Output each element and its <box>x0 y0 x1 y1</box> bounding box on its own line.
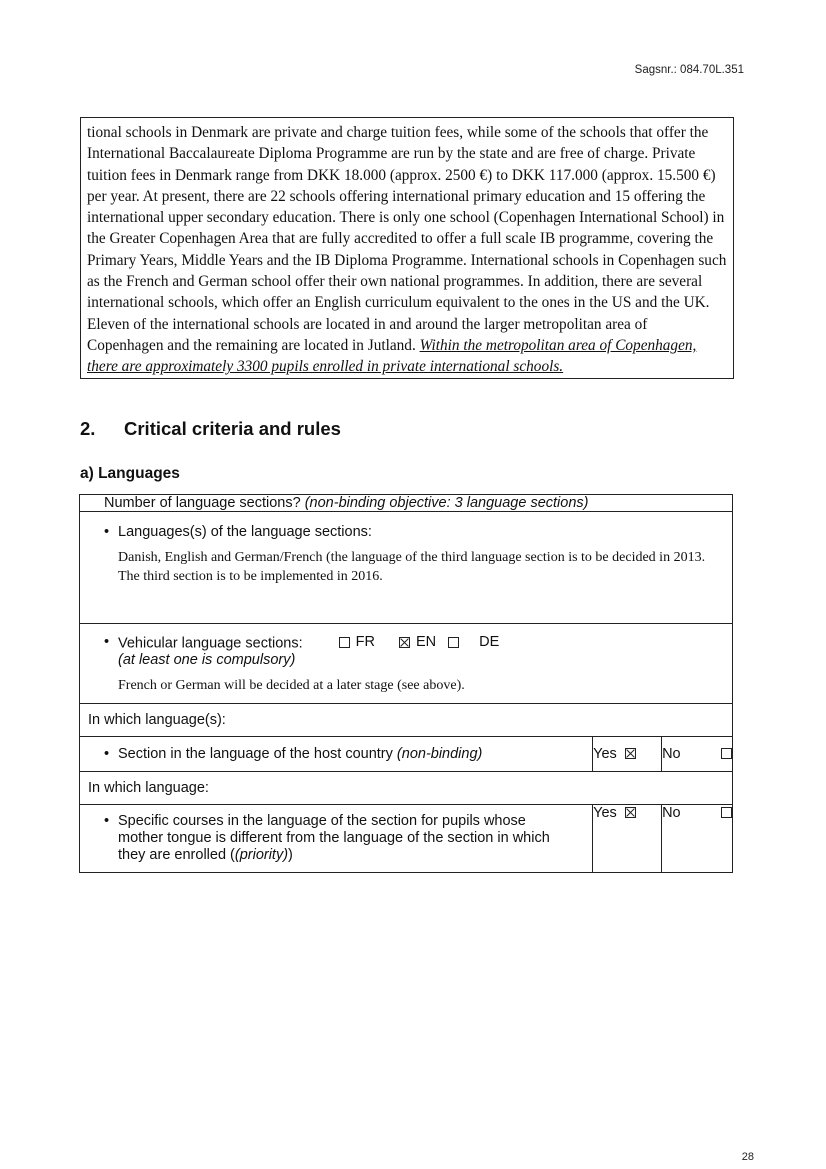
vehicular-row <box>80 624 733 704</box>
languages-table <box>79 494 733 873</box>
specific-courses-row: • Specific courses in the language of the section for pupils whose mother tongue is different from the language of the section in which they are enrolled ((priority)) <box>80 804 593 872</box>
host-yes-checkbox[interactable] <box>625 748 636 759</box>
host-yes-label: Yes <box>593 745 617 762</box>
vehicular-label: Vehicular language sections: <box>118 635 303 652</box>
section-number: 2. <box>80 418 96 439</box>
host-yes-cell <box>593 736 662 771</box>
host-country-label: Section in the language of the host country <box>118 745 393 762</box>
section-heading <box>80 418 341 440</box>
host-country-note: (non-binding) <box>396 745 483 762</box>
subsection-heading: a) Languages <box>80 465 180 482</box>
de-checkbox[interactable] <box>448 637 459 648</box>
bullet-icon: • <box>104 524 110 540</box>
num-sections-row <box>80 495 733 512</box>
case-number: Sagsnr.: 084.70L.351 <box>634 64 744 76</box>
vehicular-comment: French or German will be decided at a later stage (see above). <box>118 677 465 693</box>
vehicular-options <box>339 634 518 650</box>
specific-courses-label: Specific courses in the language of the section for pupils whose mother tongue is different from the language of the section in which they are enrolled <box>118 812 550 863</box>
intro-paragraph: tional schools in Denmark are private and charge tuition fees, while some of the schools that offer the International Baccalaureate Diploma Programme are run by the state and are free of charge. Private tuition fees in Denmark range from DKK 18.000 (approx. 2500 €) to DKK 117.000 (approx. 15.500 €) per year. At present, there are 22 schools offering international primary education and 15 offering the international upper secondary education. There is only one school (Copenhagen International School) in the Greater Copenhagen Area that are fully accredited to offer a full scale IB programme, covering the Primary Years, Middle Years and the IB Diploma Programme. International schools in Copenhagen such as the French and German school offer their own national programmes. In addition, there are several international schools, which offer an English curriculum equivalent to the ones in the US and the UK. Eleven of the international schools are located in and around the larger metropolitan area of Copenhagen and the remaining are located in Jutland. <box>87 124 727 354</box>
in-which-language-label: In which language: <box>88 779 209 796</box>
languages-label: Languages(s) of the language sections: <box>118 524 372 540</box>
page-number: 28 <box>741 1151 754 1163</box>
en-label: EN <box>415 634 437 650</box>
languages-note: Danish, English and German/French (the language of the third language section is to be decided in 2013. The third section is to be implemented in 2016. <box>118 550 706 584</box>
specific-yes-cell <box>593 804 662 872</box>
languages-row <box>80 512 733 624</box>
fr-checkbox[interactable] <box>339 637 350 648</box>
bullet-icon: • <box>104 812 110 829</box>
specific-yes-label: Yes <box>593 804 617 821</box>
specific-no-label: No <box>662 804 681 821</box>
vehicular-note: (at least one is compulsory) <box>118 651 296 668</box>
intro-text-box <box>80 117 734 379</box>
fr-label: FR <box>355 634 375 650</box>
en-checkbox[interactable] <box>399 637 410 648</box>
host-no-label: No <box>662 745 681 762</box>
host-no-checkbox[interactable] <box>721 748 732 759</box>
de-label: DE <box>479 634 500 650</box>
bullet-icon: • <box>104 745 110 762</box>
intro-italic-sentence: Within the metropolitan area of Copenhagen, there are approximately 3300 pupils enrolled in private international schools. <box>87 336 697 376</box>
num-sections-label: Number of language sections? <box>104 495 301 511</box>
in-which-languages-label: In which language(s): <box>88 711 226 728</box>
specific-courses-note: (priority) <box>234 846 289 863</box>
in-which-languages-row <box>80 703 733 736</box>
specific-yes-checkbox[interactable] <box>625 807 636 818</box>
host-country-row <box>80 736 593 771</box>
host-no-cell <box>662 736 733 771</box>
section-title: Critical criteria and rules <box>124 418 341 439</box>
specific-no-checkbox[interactable] <box>721 807 732 818</box>
bullet-icon: • <box>104 634 110 650</box>
in-which-language-row <box>80 771 733 804</box>
specific-no-cell <box>662 804 733 872</box>
num-sections-note: (non-binding objective: 3 language sections) <box>304 495 589 511</box>
